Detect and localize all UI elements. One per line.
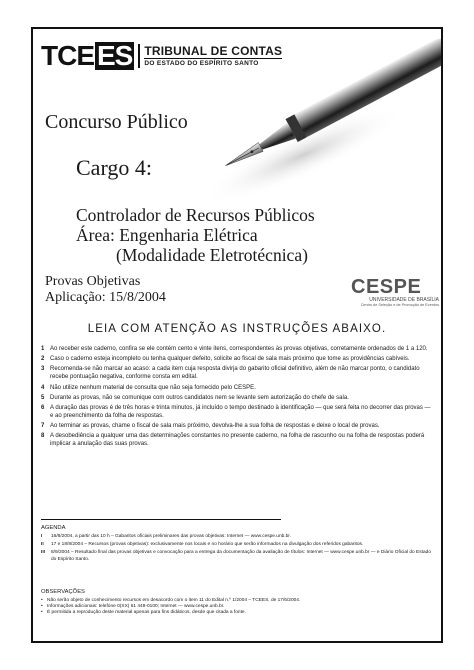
instruction-item: 7 Ao terminar as provas, chame o fiscal de sala mais próximo, devolva-lhe a sua folha de respostas e deixe o local de provas. [41, 423, 380, 430]
observacao-item: • Informações adicionais: telefone 0(XX) 61 448-0100; Internet — www.cespe.unb.br. [41, 604, 225, 610]
provas-label: Provas Objetivas [45, 274, 141, 289]
instruction-item: 4 Não utilize nenhum material de consulta que não seja fornecido pelo CESPE. [41, 384, 256, 391]
observacao-item: • É permitida a reprodução deste material apenas para fins didáticos, desde que citada a fonte. [41, 610, 246, 616]
cespe-logo [351, 277, 439, 308]
logo-es-text: ES [97, 40, 133, 71]
cover-page-frame [31, 27, 443, 643]
fountain-pen-image [193, 35, 443, 205]
cargo-line-3: (Modalidade Eletrotécnica) [116, 245, 308, 265]
instructions-list [41, 345, 433, 451]
cargo-line-1: Controlador de Recursos Públicos [76, 205, 315, 225]
provas-block [45, 274, 166, 306]
instruction-item: 6 A duração das provas é de três horas e trinta minutos, já incluído o tempo destinado à identificação — que será feita no decorrer das provas — e ao preenchimento da folha de respostas. [41, 404, 431, 419]
logo-line1: TRIBUNAL DE CONTAS [144, 44, 283, 58]
cargo-line-2: Área: Engenharia Elétrica [76, 225, 258, 245]
instruction-item: 1 Ao receber este caderno, confira se ele contém cento e vinte itens, correspondentes às provas objetivas, corretamente ordenados de 1 a 120. [41, 346, 428, 352]
observacao-item: • Não serão objeto de conhecimento recursos em desacordo com o item 11 do Edital n.º 1/2004 – TCEES, de 17/6/2004. [41, 598, 301, 603]
agenda-item: III 8/9/2004 – Resultado final das provas objetivas e convocação para a entrega da documentação da avaliação de títulos: Internet — www.cespe.unb.br — e Diário Oficial do Estado do Espírito Santo. [41, 550, 431, 562]
agenda-list [41, 534, 433, 565]
cargo-number: Cargo 4: [76, 155, 152, 180]
bullet-icon: • [41, 604, 43, 610]
cespe-center: Centro de Seleção e de Promoção de Eventos [360, 303, 439, 307]
aplicacao-date: Aplicação: 15/8/2004 [45, 290, 166, 305]
instruction-item: 2 Caso o caderno esteja incompleto ou tenha qualquer defeito, solicite ao fiscal de sala mais próximo que tome as providências cabíveis. [41, 356, 410, 363]
logo-line2: DO ESTADO DO ESPÍRITO SANTO [144, 58, 282, 68]
agenda-heading: AGENDA [41, 525, 66, 531]
observacoes-heading: OBSERVAÇÕES [41, 589, 85, 595]
bullet-icon: • [41, 610, 43, 616]
agenda-item: II 17 e 18/8/2004 – Recursos (provas objetivas): exclusivamente nos locais e no horário que serão informados na divulgação dos referidos gabaritos. [41, 542, 364, 548]
logo-tce-text: TCE [41, 40, 94, 71]
instruction-item: 8 A desobediência a qualquer uma das determinações constantes no presente caderno, na folha de rascunho ou na folha de respostas poderá implicar a anulação das suas provas. [41, 433, 425, 448]
agenda-item: I 16/8/2004, a partir das 10 h – Gabaritos oficiais preliminares das provas objetivas: Internet — www.cespe.unb.br. [41, 534, 291, 539]
bullet-icon: • [41, 598, 43, 603]
cespe-wordmark: CESPE [351, 276, 422, 298]
instruction-item: 3 Recomenda-se não marcar ao acaso: a cada item cuja resposta divirja do gabarito oficial definitivo, além de não marcar ponto, o candidato recebe pontuação negativa, conforme consta em edital. [41, 366, 420, 381]
cespe-university: UNIVERSIDADE DE BRASÍLIA [369, 297, 439, 303]
section-divider [41, 519, 281, 520]
instruction-item: 5 Durante as provas, não se comunique com outros candidatos nem se levante sem autorização do chefe de sala. [41, 394, 349, 401]
cargo-title-block [76, 205, 315, 265]
instructions-heading: LEIA COM ATENÇÃO AS INSTRUÇÕES ABAIXO. [87, 323, 387, 335]
observacoes-list [41, 598, 433, 617]
concurso-title: Concurso Público [45, 111, 188, 133]
